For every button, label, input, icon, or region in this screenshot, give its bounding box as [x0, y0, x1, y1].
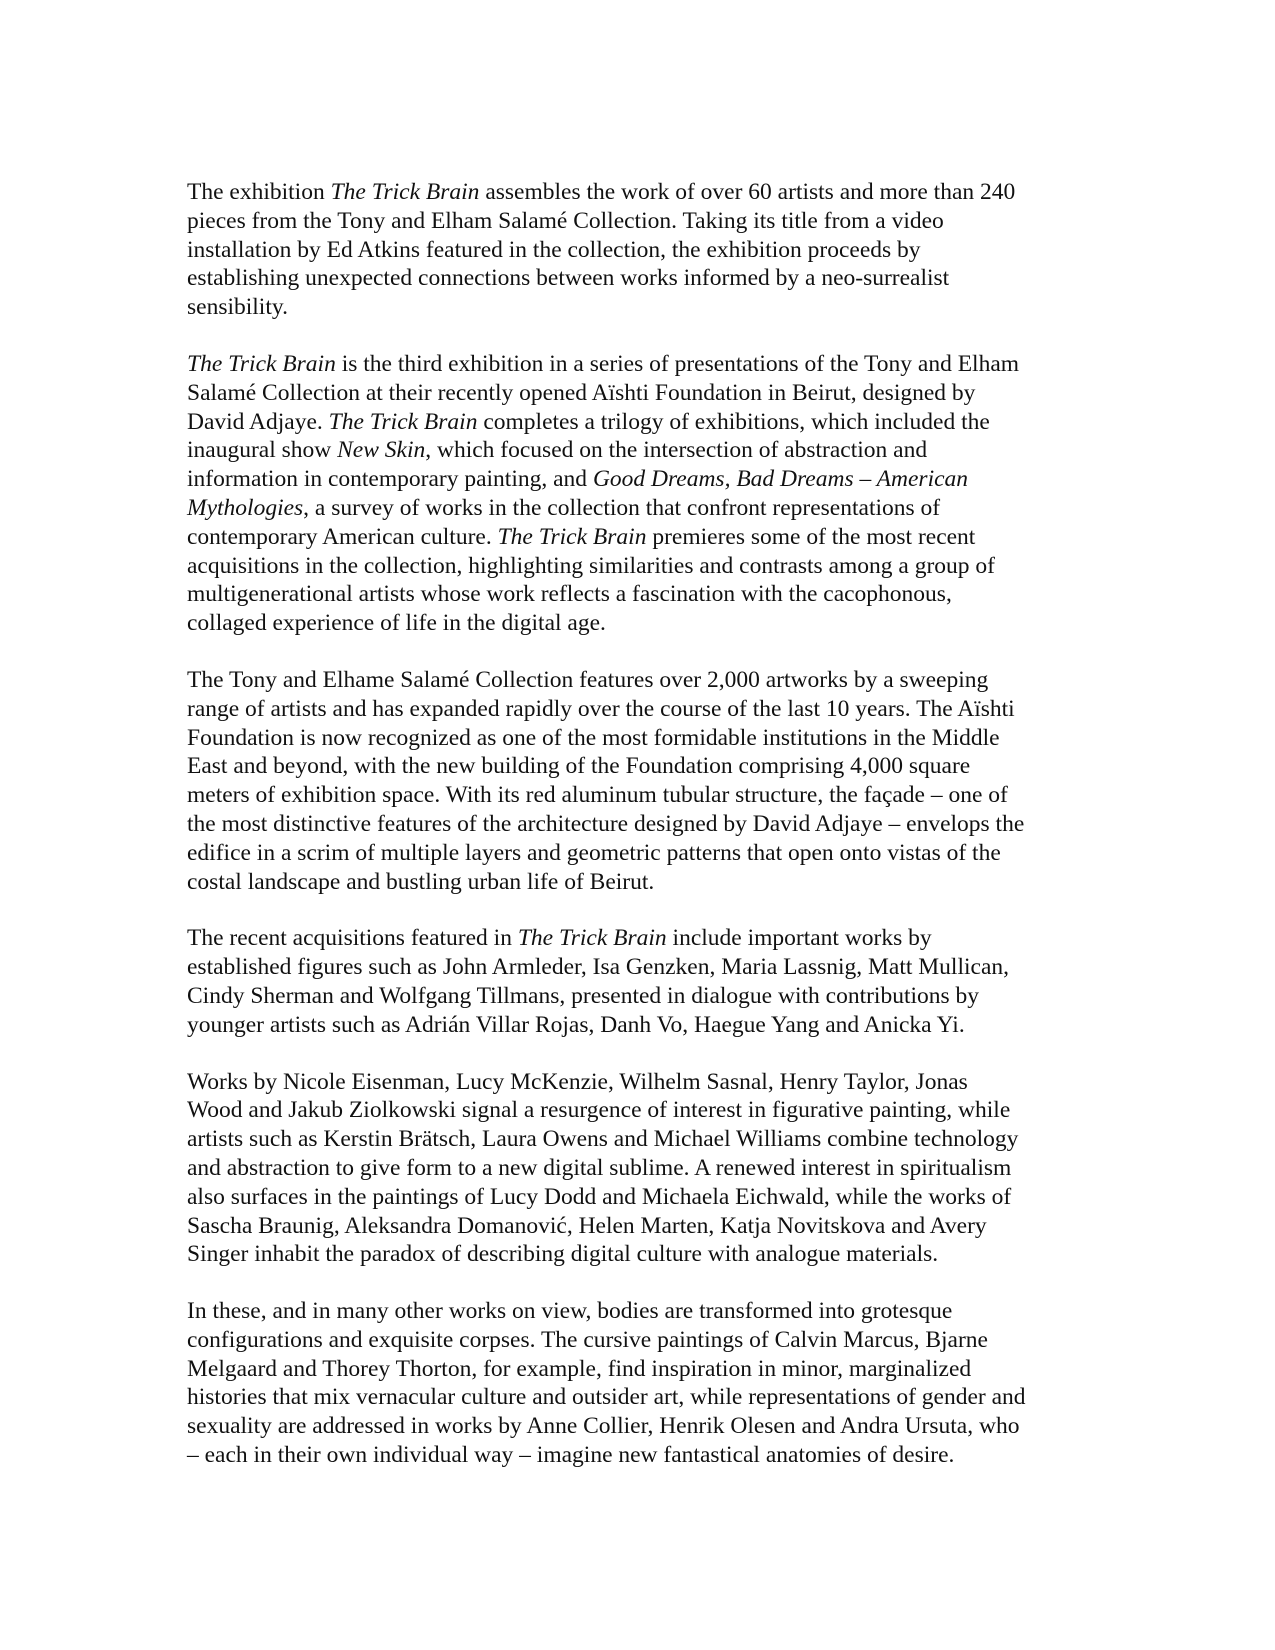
text-segment: the most distinctive features of the architecture designed by David Adjaye – envelops the [187, 810, 1025, 837]
text-segment: The exhibition [187, 179, 331, 205]
text-segment: David Adjaye. [187, 408, 329, 435]
text-segment: include important works by [666, 925, 932, 952]
text-line [187, 1297, 1087, 1326]
text-segment: assembles the work of over 60 artists and more than 240 [479, 179, 1016, 205]
text-line [187, 1212, 1087, 1241]
text-line [187, 436, 1087, 465]
text-segment: – each in their own individual way – imagine new fantastical anatomies of desire. [187, 1442, 955, 1469]
text-segment: completes a trilogy of exhibitions, which included the [477, 408, 990, 435]
text-line [187, 1383, 1087, 1412]
text-segment: is the third exhibition in a series of presentations of the Tony and Elham [335, 350, 1020, 377]
text-segment: Wood and Jakub Ziolkowski signal a resurgence of interest in figurative painting, while [187, 1097, 1011, 1124]
text-segment: Works by Nicole Eisenman, Lucy McKenzie, Wilhelm Sasnal, Henry Taylor, Jonas [187, 1068, 968, 1095]
text-line [187, 552, 1087, 581]
text-line [187, 1240, 1087, 1269]
text-line [187, 264, 1087, 293]
italic-title: The Trick Brain [497, 523, 647, 550]
italic-title: The Trick Brain [187, 350, 336, 377]
text-segment: Cindy Sherman and Wolfgang Tillmans, presented in dialogue with contributions by [187, 982, 980, 1009]
paragraph-1 [187, 178, 1087, 322]
text-line [187, 494, 1087, 523]
text-line [187, 666, 1087, 695]
text-line [187, 408, 1087, 437]
text-segment: installation by Ed Atkins featured in the collection, the exhibition proceeds by [187, 236, 921, 263]
text-line [187, 810, 1087, 839]
text-segment: and abstraction to give form to a new digital sublime. A renewed interest in spiritualism [187, 1154, 1012, 1181]
text-line [187, 379, 1087, 408]
italic-title: The Trick Brain [330, 179, 480, 205]
text-segment: also surfaces in the paintings of Lucy Dodd and Michaela Eichwald, while the works of [187, 1183, 1012, 1210]
text-line [187, 1441, 1087, 1470]
text-segment: , which focused on the intersection of abstraction and [425, 437, 928, 464]
text-line [187, 1183, 1087, 1212]
text-line [187, 236, 1087, 265]
text-segment: Melgaard and Thorey Thorton, for example, find inspiration in minor, marginalized [187, 1355, 972, 1382]
text-segment: Salamé Collection at their recently opened Aïshti Foundation in Beirut, designed by [187, 379, 976, 406]
text-segment: collaged experience of life in the digital age. [187, 610, 606, 637]
text-line [187, 924, 1087, 953]
text-line [187, 724, 1087, 753]
text-line [187, 1011, 1087, 1040]
document-body [187, 178, 1087, 1498]
paragraph-2 [187, 350, 1087, 638]
text-segment: information in contemporary painting, and [187, 466, 593, 493]
paragraph-3 [187, 666, 1087, 896]
italic-title: Mythologies [187, 494, 304, 521]
text-segment: histories that mix vernacular culture and outsider art, while representations of gender and [187, 1384, 1026, 1411]
text-line [187, 982, 1087, 1011]
text-segment: edifice in a scrim of multiple layers and geometric patterns that open onto vistas of the [187, 839, 1001, 866]
text-line [187, 580, 1087, 609]
text-segment: multigenerational artists whose work reflects a fascination with the cacophonous, [187, 581, 952, 608]
text-line [187, 293, 1087, 322]
paragraph-4 [187, 924, 1087, 1039]
paragraph-5 [187, 1068, 1087, 1270]
text-line [187, 752, 1087, 781]
text-line [187, 350, 1087, 379]
text-segment: In these, and in many other works on view, bodies are transformed into grotesque [187, 1298, 953, 1325]
text-line [187, 1096, 1087, 1125]
text-line [187, 868, 1087, 897]
text-segment: younger artists such as Adrián Villar Rojas, Danh Vo, Haegue Yang and Anicka Yi. [187, 1011, 965, 1038]
text-segment: range of artists and has expanded rapidly over the course of the last 10 years. The Aïshti [187, 695, 1015, 722]
text-line [187, 1068, 1087, 1097]
text-segment: establishing unexpected connections between works informed by a neo-surrealist [187, 265, 950, 292]
italic-title: Good Dreams, Bad Dreams – American [592, 466, 969, 493]
text-line [187, 695, 1087, 724]
text-segment: , a survey of works in the collection that confront representations of [303, 494, 941, 521]
text-segment: inaugural show [187, 437, 338, 464]
text-segment: costal landscape and bustling urban life of Beirut. [187, 868, 655, 895]
text-line [187, 1326, 1087, 1355]
text-segment: acquisitions in the collection, highlighting similarities and contrasts among a group of [187, 552, 995, 579]
text-segment: configurations and exquisite corpses. The cursive paintings of Calvin Marcus, Bjarne [187, 1326, 988, 1353]
text-line [187, 178, 1087, 207]
text-line [187, 1154, 1087, 1183]
italic-title: New Skin [337, 437, 426, 464]
italic-title: The Trick Brain [328, 408, 478, 435]
text-segment: premieres some of the most recent [646, 523, 976, 550]
text-segment: established figures such as John Armleder, Isa Genzken, Maria Lassnig, Matt Mullican, [187, 954, 1010, 981]
text-segment: Singer inhabit the paradox of describing digital culture with analogue materials. [187, 1241, 939, 1268]
text-segment: sexuality are addressed in works by Anne Collier, Henrik Olesen and Andra Ursuta, who [187, 1413, 1020, 1440]
text-segment: The recent acquisitions featured in [187, 925, 518, 952]
text-line [187, 1412, 1087, 1441]
text-line [187, 839, 1087, 868]
text-line [187, 523, 1087, 552]
paragraph-6 [187, 1297, 1087, 1470]
text-segment: artists such as Kerstin Brätsch, Laura Owens and Michael Williams combine technology [187, 1126, 1019, 1153]
text-line [187, 953, 1087, 982]
text-line [187, 1355, 1087, 1384]
text-segment: meters of exhibition space. With its red aluminum tubular structure, the façade – one of [187, 782, 1008, 809]
text-line [187, 609, 1087, 638]
text-segment: East and beyond, with the new building of the Foundation comprising 4,000 square [187, 753, 971, 780]
text-segment: pieces from the Tony and Elham Salamé Collection. Taking its title from a video [187, 207, 944, 234]
text-segment: Foundation is now recognized as one of the most formidable institutions in the Middle [187, 724, 1000, 751]
text-segment: Sascha Braunig, Aleksandra Domanović, Helen Marten, Katja Novitskova and Avery [187, 1212, 987, 1239]
text-segment: contemporary American culture. [187, 523, 498, 550]
text-segment: sensibility. [187, 294, 288, 321]
text-line [187, 781, 1087, 810]
text-line [187, 465, 1087, 494]
text-segment: The Tony and Elhame Salamé Collection features over 2,000 artworks by a sweeping [187, 666, 989, 693]
text-line [187, 207, 1087, 236]
text-line [187, 1125, 1087, 1154]
italic-title: The Trick Brain [517, 925, 667, 952]
